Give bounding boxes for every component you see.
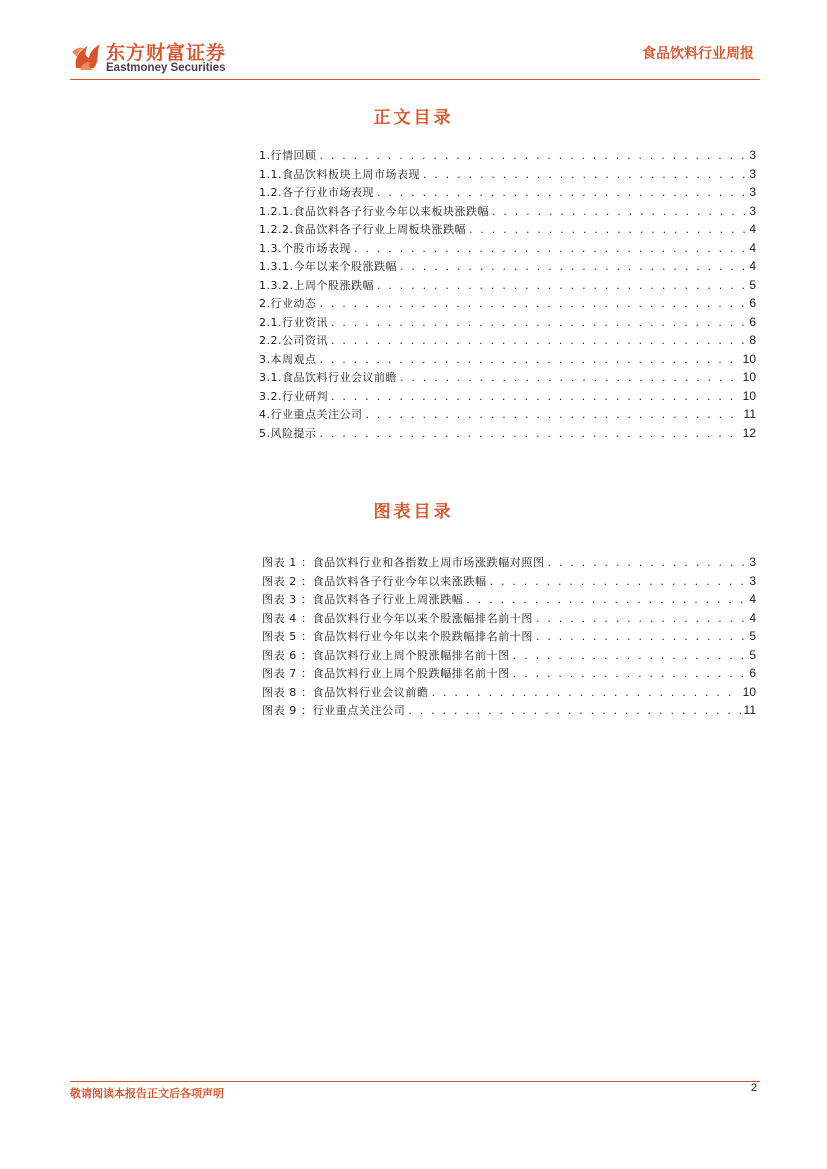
toc-entry-page: 3 bbox=[749, 148, 756, 162]
figure-entry-label: 图表 4 ：食品饮料行业今年以来个股涨幅排名前十图 bbox=[262, 611, 533, 625]
toc-entry-label: 1.3.1.今年以来个股涨跌幅 bbox=[259, 260, 397, 273]
toc-entry-label: 1.3.个股市场表现 bbox=[259, 241, 351, 255]
figure-entry-page: 4 bbox=[749, 610, 756, 625]
dot-leader bbox=[320, 353, 740, 366]
logo-chinese-text: 东方财富证券 bbox=[106, 42, 227, 64]
toc-entry-label: 1.2.各子行业市场表现 bbox=[259, 186, 374, 199]
page-number: 2 bbox=[750, 1082, 757, 1094]
toc-entry-label: 2.行业动态 bbox=[259, 297, 317, 310]
toc-entry[interactable] bbox=[259, 184, 756, 203]
figure-entry-label: 图表 9 ：行业重点关注公司 bbox=[262, 704, 406, 717]
figure-entry[interactable] bbox=[262, 554, 756, 573]
dot-leader bbox=[366, 408, 741, 421]
dot-leader bbox=[320, 297, 747, 310]
figure-entry-page: 10 bbox=[742, 684, 756, 699]
dot-leader bbox=[408, 704, 740, 717]
dot-leader bbox=[492, 205, 746, 218]
toc-entry-label: 3.2.行业研判 bbox=[259, 389, 328, 403]
toc-entry-page: 8 bbox=[749, 333, 756, 347]
toc-entry-page: 10 bbox=[742, 370, 756, 384]
dot-leader bbox=[400, 371, 740, 384]
figure-entry-label: 图表 3 ：食品饮料各子行业上周涨跌幅 bbox=[262, 593, 464, 606]
toc-entry[interactable] bbox=[259, 258, 756, 277]
dot-leader bbox=[513, 649, 747, 662]
footer-divider bbox=[70, 1081, 760, 1082]
toc-entry-page: 10 bbox=[742, 388, 756, 403]
dot-leader bbox=[320, 149, 747, 162]
dot-leader bbox=[377, 186, 746, 199]
figure-entry[interactable] bbox=[262, 628, 756, 647]
figure-entry-page: 3 bbox=[749, 573, 756, 588]
toc-entry-page: 12 bbox=[742, 425, 756, 440]
dot-leader bbox=[469, 223, 746, 236]
toc-entry[interactable] bbox=[259, 221, 756, 240]
toc-entry-page: 3 bbox=[749, 203, 756, 218]
toc-entry-page: 10 bbox=[742, 351, 756, 366]
toc-entry[interactable] bbox=[259, 351, 756, 370]
toc-entry-label: 3.1.食品饮料行业会议前瞻 bbox=[259, 371, 397, 384]
toc-entry[interactable] bbox=[259, 406, 756, 425]
dot-leader bbox=[432, 686, 740, 699]
toc-entry[interactable] bbox=[259, 240, 756, 259]
figure-list bbox=[262, 554, 756, 721]
dot-leader bbox=[490, 575, 747, 588]
figure-entry[interactable] bbox=[262, 647, 756, 666]
toc-entry[interactable] bbox=[259, 295, 756, 314]
dot-leader bbox=[331, 316, 746, 329]
eastmoney-logo bbox=[70, 38, 240, 78]
dot-leader bbox=[331, 334, 746, 347]
toc-entry-label: 3.本周观点 bbox=[259, 352, 317, 366]
report-type: 食品饮料行业周报 bbox=[642, 46, 754, 62]
eastmoney-flame-icon bbox=[70, 38, 104, 74]
figure-entry[interactable] bbox=[262, 702, 756, 721]
toc-entry-page: 3 bbox=[749, 166, 756, 181]
figure-entry-page: 4 bbox=[749, 592, 756, 606]
figure-entry-label: 图表 7 ：食品饮料行业上周个股跌幅排名前十图 bbox=[262, 667, 510, 680]
toc-entry-label: 2.1.行业资讯 bbox=[259, 315, 328, 329]
figure-entry-label: 图表 1 ：食品饮料行业和各指数上周市场涨跌幅对照图 bbox=[262, 556, 545, 569]
figure-entry[interactable] bbox=[262, 610, 756, 629]
toc-entry[interactable] bbox=[259, 369, 756, 388]
dot-leader bbox=[536, 630, 746, 643]
toc-title: 正文目录 bbox=[373, 108, 454, 128]
figure-entry-page: 11 bbox=[743, 703, 756, 717]
toc-entry-label: 1.2.1.食品饮料各子行业今年以来板块涨跌幅 bbox=[259, 204, 489, 218]
dot-leader bbox=[320, 427, 740, 440]
figure-entry-label: 图表 5 ：食品饮料行业今年以来个股跌幅排名前十图 bbox=[262, 630, 533, 643]
toc-entry[interactable] bbox=[259, 277, 756, 296]
toc-entry[interactable] bbox=[259, 388, 756, 407]
toc-entry-page: 4 bbox=[749, 222, 756, 236]
figure-entry[interactable] bbox=[262, 591, 756, 610]
dot-leader bbox=[400, 260, 746, 273]
toc-entry[interactable] bbox=[259, 203, 756, 222]
page-header bbox=[0, 0, 827, 90]
figure-entry-label: 图表 8 ：食品饮料行业会议前瞻 bbox=[262, 685, 429, 699]
toc-entry-page: 11 bbox=[743, 407, 756, 421]
dot-leader bbox=[513, 667, 747, 680]
dot-leader bbox=[548, 556, 747, 569]
toc-entry-page: 6 bbox=[749, 296, 756, 310]
toc-entry-label: 1.3.2.上周个股涨跌幅 bbox=[259, 278, 374, 292]
dot-leader bbox=[354, 242, 746, 255]
dot-leader bbox=[423, 168, 746, 181]
dot-leader bbox=[331, 390, 740, 403]
figure-list-title: 图表目录 bbox=[373, 502, 454, 522]
toc-entry-label: 1.2.2.食品饮料各子行业上周板块涨跌幅 bbox=[259, 223, 466, 236]
toc-entry-page: 6 bbox=[749, 314, 756, 329]
toc-entry-page: 3 bbox=[749, 185, 756, 199]
toc-entry-page: 4 bbox=[749, 259, 756, 273]
figure-entry-page: 5 bbox=[749, 629, 756, 643]
figure-entry[interactable] bbox=[262, 684, 756, 703]
header-divider bbox=[70, 79, 760, 80]
toc-entry[interactable] bbox=[259, 147, 756, 166]
toc-entry-label: 4.行业重点关注公司 bbox=[259, 408, 363, 421]
figure-entry-page: 3 bbox=[749, 555, 756, 569]
toc-entry-page: 4 bbox=[749, 240, 756, 255]
figure-entry[interactable] bbox=[262, 665, 756, 684]
toc-entry-label: 1.1.食品饮料板块上周市场表现 bbox=[259, 167, 420, 181]
logo-english-text: Eastmoney Securities bbox=[106, 62, 226, 74]
dot-leader bbox=[377, 279, 746, 292]
toc-entry-page: 5 bbox=[749, 277, 756, 292]
toc-entry-label: 1.行情回顾 bbox=[259, 149, 317, 162]
footer-disclaimer: 敬请阅读本报告正文后各项声明 bbox=[70, 1087, 224, 1100]
figure-entry-page: 5 bbox=[749, 647, 756, 662]
figure-entry-page: 6 bbox=[749, 666, 756, 680]
figure-entry-label: 图表 2 ：食品饮料各子行业今年以来涨跌幅 bbox=[262, 574, 487, 588]
toc-entry-label: 2.2.公司资讯 bbox=[259, 334, 328, 347]
figure-entry-label: 图表 6 ：食品饮料行业上周个股涨幅排名前十图 bbox=[262, 648, 510, 662]
table-of-contents bbox=[259, 147, 756, 443]
toc-entry[interactable] bbox=[259, 332, 756, 351]
toc-entry[interactable] bbox=[259, 314, 756, 333]
toc-entry-label: 5.风险提示 bbox=[259, 426, 317, 440]
toc-entry[interactable] bbox=[259, 166, 756, 185]
dot-leader bbox=[536, 612, 746, 625]
figure-entry[interactable] bbox=[262, 573, 756, 592]
dot-leader bbox=[466, 593, 746, 606]
toc-entry[interactable] bbox=[259, 425, 756, 444]
